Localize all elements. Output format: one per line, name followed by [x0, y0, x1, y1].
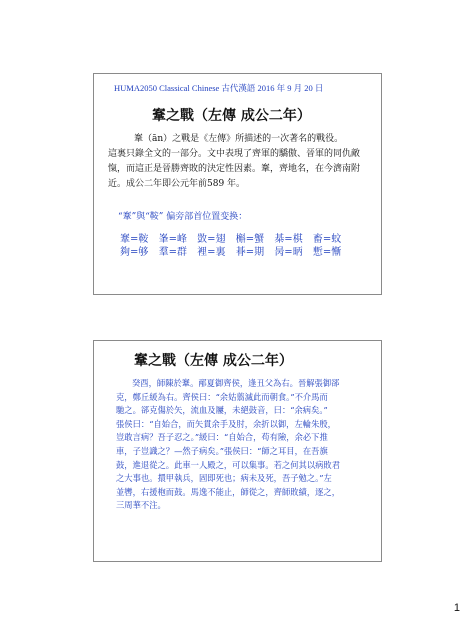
variant-pair: 裡=裏 [197, 247, 226, 258]
text-line: 馳之。郤克傷於矢，流血及屨，未絕鼓音，曰：“余病矣。” [116, 405, 328, 416]
variant-pair: 慙=慚 [312, 247, 342, 258]
text-line: 癸酉，師陳於鞌。邴夏御齊侯，逢丑父為右。晉解張御郤 [132, 378, 340, 388]
text-line: 三周華不注。 [116, 500, 166, 511]
variant-pair: 羣=群 [158, 247, 187, 258]
variant-characters [120, 233, 348, 259]
variant-pair: 昺=昞 [274, 247, 303, 258]
slide-1-title: 鞌之戰（左傳 成公二年） [152, 108, 311, 124]
slide-1 [93, 73, 382, 295]
text-line: 並轡，右援枹而鼓。馬逸不能止，師從之，齊師敗績，逐之， [116, 486, 341, 497]
paragraph-line: 近。成公二年即公元年前589 年。 [108, 179, 246, 189]
course-header: HUMA2050 Classical Chinese 古代漢語 2016 年 9 月 20 日 [114, 83, 324, 93]
slide-2 [93, 340, 382, 562]
text-line: 車，子豈識之？—然子病矣。”張侯曰：“師之耳目，在吾旗 [116, 445, 328, 456]
page-number: 1 [453, 602, 460, 614]
slide-2-title: 鞌之戰（左傳 成公二年） [134, 353, 293, 369]
variant-pair: 夠=够 [120, 247, 149, 258]
variant-pair: 槲=蟹 [235, 234, 265, 245]
variant-row-2 [120, 246, 348, 259]
text-line: 之大事也。擐甲執兵，固即死也；病未及死，吾子勉之。”左 [116, 473, 332, 484]
paragraph-line: 鞌（ān）之戰是《左傳》所描述的一次著名的戰役。 [134, 134, 344, 144]
paragraph-line: 這裏只錄全文的一部分。文中表現了齊軍的驕傲、晉軍的同仇敵 [108, 149, 361, 159]
text-line: 張侯曰：“自始合，而矢貫余手及肘，余折以御，左輪朱殷， [116, 418, 336, 429]
variant-pair: 棊=棋 [274, 234, 303, 245]
variant-pair: 畜=蚊 [312, 234, 342, 245]
variant-pair: 峯=峰 [158, 234, 187, 245]
variant-pair: 朞=期 [235, 247, 265, 258]
variant-pair: 敳=翅 [197, 234, 226, 245]
text-line: 豈敢言病？吾子忍之。”緩曰：“自始合，苟有險，余必下推 [116, 432, 328, 443]
text-line: 克，鄭丘緩為右。齊侯曰：“余姑翦滅此而朝食。”不介馬而 [116, 391, 328, 402]
classical-text [116, 377, 374, 513]
intro-paragraph [108, 132, 374, 192]
variant-row-1 [120, 233, 348, 246]
paragraph-line: 愾，而這正是晉勝齊敗的決定性因素。鞌，齊地名，在今濟南附 [108, 164, 361, 174]
text-line: 鼓，進退從之。此車一人殿之，可以集事。若之何其以病敗君 [116, 459, 341, 470]
radical-note: “鞌”與“鞍” 偏旁部首位置变换： [118, 212, 248, 222]
variant-pair: 鞌=鞍 [120, 234, 149, 245]
